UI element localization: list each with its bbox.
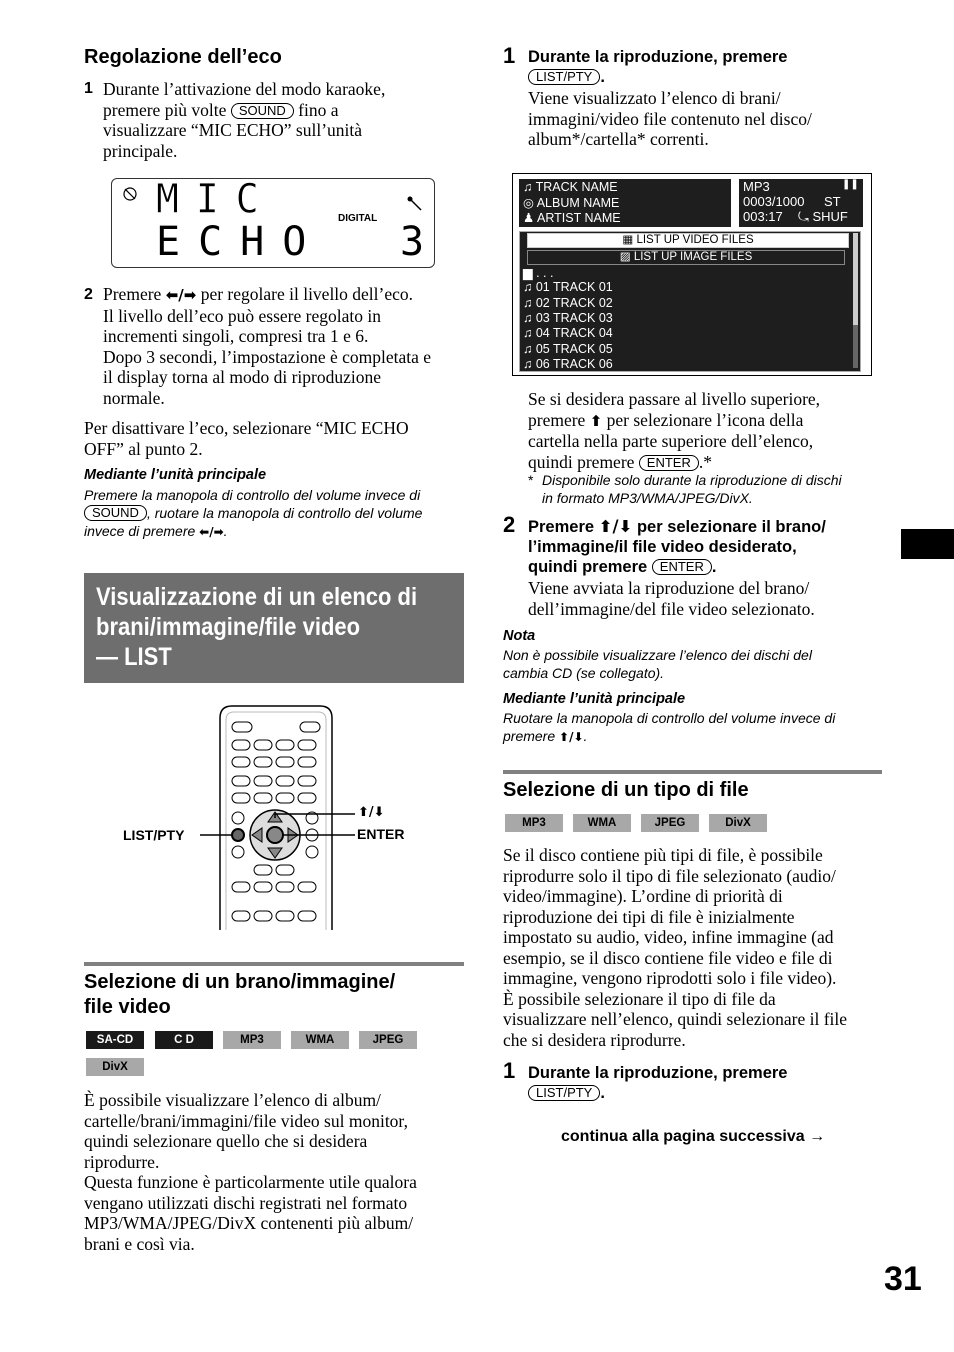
step-number: 1 [503, 43, 516, 68]
track-item[interactable]: ♫ 04 TRACK 04 [523, 326, 613, 340]
left-right-arrow-icon: ⬅/➡ [165, 286, 197, 304]
mic-icon [408, 197, 422, 211]
image-icon: ▨ [619, 251, 631, 263]
badge-mp3: MP3 [223, 1031, 281, 1049]
info-row: ♫ TRACK NAME [523, 180, 618, 194]
list-screen [512, 173, 872, 376]
pause-icon: ❚❚ [842, 179, 859, 190]
parent-folder[interactable]: ▆ . . . [523, 266, 554, 280]
info-row: ♟ ARTIST NAME [523, 211, 621, 225]
page-number: 31 [884, 1260, 922, 1298]
continue-note: continua alla pagina successiva → [561, 1128, 826, 1145]
shuffle-icon: ⤿ [798, 209, 809, 224]
sound-key: SOUND [231, 103, 294, 119]
sound-key: SOUND [84, 505, 147, 521]
track-item[interactable]: ♫ 03 TRACK 03 [523, 311, 613, 325]
stereo-label: ST [824, 194, 841, 209]
up-down-arrow-icon: ⬆/⬇ [559, 730, 584, 744]
section-title-eco: Regolazione dell’eco [84, 46, 282, 68]
remote-label-up-down: ⬆/⬇ [358, 805, 385, 820]
film-icon: ▦ [622, 234, 634, 246]
note-icon: ♫ [523, 311, 533, 325]
step-number: 1 [84, 80, 93, 97]
note-icon: ♫ [523, 280, 533, 294]
list-pty-key: LIST/PTY [528, 69, 600, 85]
step3-title: Durante la riproduzione, premere LIST/PTY . [528, 1064, 788, 1102]
lcd-line-2: ECHO [156, 219, 325, 265]
up-down-arrow-icon: ⬆/⬇ [598, 517, 633, 536]
badge-divx: DivX [86, 1058, 144, 1076]
remote-label-list-pty: LIST/PTY [123, 827, 185, 843]
step1-text: Durante l’attivazione del modo karaoke, premere più volte SOUND fino a visualizzare “MIC ECHO” sull’unità principale. [103, 79, 386, 161]
enter-key: ENTER [639, 455, 699, 471]
unit-note-title: Mediante l’unità principale [84, 467, 267, 483]
list-pty-key: LIST/PTY [528, 1085, 600, 1101]
track-item[interactable]: ♫ 05 TRACK 05 [523, 342, 613, 356]
enter-key: ENTER [652, 559, 712, 575]
select-body: È possibile visualizzare l’elenco di album/ cartelle/brani/immagini/file video sul monitor, quindi selezionare quello che si desidera riprodurre. Questa funzione è particolarmente utile qualora vengano utilizzati dischi registrati nel formato MP3/WMA/JPEG/DivX contenenti più album/ brani e così via. [84, 1090, 417, 1254]
section-title-select: Selezione di un brano/immagine/ file video [84, 971, 396, 1018]
badge-mp3: MP3 [505, 814, 563, 832]
badge-jpeg: JPEG [359, 1031, 417, 1049]
unit-note-text: Ruotare la manopola di controllo del volume invece di premere ⬆/⬇. [503, 710, 836, 744]
badge-divx: DivX [709, 814, 767, 832]
right-arrow-icon: → [809, 1128, 826, 1145]
step-number: 1 [503, 1058, 516, 1083]
badge-wma: WMA [291, 1031, 349, 1049]
down-arrow-icon: ⬇ [373, 805, 385, 820]
note-icon: ♫ [523, 342, 533, 356]
unit-note-text: Premere la manopola di controllo del volume invece di SOUND , ruotare la manopola di controllo del volume invece di premere ⬅/➡. [84, 487, 423, 539]
badge-cd: C D [155, 1031, 213, 1049]
step2-text: Premere ⬅/➡ per regolare il livello dell’eco. Il livello dell’eco può essere regolato in incrementi singoli, compresi tra 1 e 6. Dopo 3 secondi, l’impostazione è completata e il display torna al modo di riproduzione normale. [103, 284, 432, 408]
track-item[interactable]: ♫ 06 TRACK 06 [523, 357, 613, 371]
nota-title: Nota [503, 628, 536, 644]
step2-title: Premere ⬆/⬇ per selezionare il brano/ l’immagine/il file video desiderato, quindi premere ENTER . [528, 517, 826, 576]
disc-icon [124, 188, 136, 200]
step2-body: Viene avviata la riproduzione del brano/ dell’immagine/del file video selezionato. [528, 578, 815, 619]
info-row: ◎ ALBUM NAME [523, 196, 620, 210]
section-rule [503, 770, 882, 774]
banner-line: Visualizzazione di un elenco di [96, 583, 418, 611]
banner-line: — LIST [96, 643, 172, 671]
note-icon: ♫ [523, 357, 533, 371]
mic-echo-off-text: Per disattivare l’eco, selezionare “MIC ECHO OFF” al punto 2. [84, 418, 409, 459]
list-up-image[interactable]: ▨ LIST UP IMAGE FILES [527, 250, 845, 265]
footnote: * Disponibile solo durante la riproduzione di dischi in formato MP3/WMA/JPEG/DivX. [528, 472, 842, 506]
up-arrow-icon: ⬆ [358, 805, 369, 820]
unit-note-title: Mediante l’unità principale [503, 691, 686, 707]
step-number: 2 [503, 512, 516, 537]
badge-sacd: SA-CD [86, 1031, 144, 1049]
disc-icon: ◎ [523, 196, 534, 210]
remote-label-enter: ENTER [357, 826, 405, 842]
badge-jpeg: JPEG [641, 814, 699, 832]
remote-illustration [100, 700, 460, 935]
section-banner [84, 573, 464, 683]
shuffle: ⤿ SHUF [798, 209, 848, 224]
up-arrow-icon: ⬆ [589, 411, 603, 430]
banner-line: brani/immagine/file video [96, 613, 361, 641]
step-number: 2 [84, 286, 93, 303]
note-icon: ♫ [523, 326, 533, 340]
counter: 0003/1000 [743, 194, 805, 209]
track-item[interactable]: ♫ 01 TRACK 01 [523, 280, 613, 294]
track-item[interactable]: ♫ 02 TRACK 02 [523, 296, 613, 310]
side-tab-marker [901, 529, 954, 559]
upper-level-text: Se si desidera passare al livello superiore, premere ⬆ per selezionare l’icona della cartella nella parte superiore dell’elenco, quindi premere ENTER .* [528, 389, 821, 472]
lcd-display [111, 175, 435, 268]
list-up-video[interactable]: ▦ LIST UP VIDEO FILES [527, 233, 849, 248]
time: 003:17 [743, 209, 783, 224]
section-rule [84, 962, 464, 966]
note-icon: ♫ [523, 180, 533, 194]
section-title-type: Selezione di un tipo di file [503, 779, 749, 801]
note-icon: ♫ [523, 296, 533, 310]
left-right-arrow-icon: ⬅/➡ [199, 525, 224, 539]
step1-title: Durante la riproduzione, premere LIST/PTY . [528, 48, 788, 86]
lcd-line-1: MIC [156, 175, 276, 223]
person-icon: ♟ [523, 211, 535, 225]
type-body: Se il disco contiene più tipi di file, è possibile riprodurre solo il tipo di file selezionato (audio/ video/immagine). L’ordine di priorità di riproduzione dei tipi di file è inizialmente impostato su audio, video, infine immagine (ad esempio, se il disco contiene file video e file di immagine, vengono riprodotti solo i file video). È possibile selezionare il tipo di file da visualizzare nell’elenco, quindi selezionare il file che si desidera riprodurre. [503, 845, 848, 1050]
badge-wma: WMA [573, 814, 631, 832]
lcd-value: 3 [400, 219, 425, 265]
nota-text: Non è possibile visualizzare l’elenco dei dischi del cambia CD (se collegato). [503, 647, 812, 681]
format-label: MP3 [743, 179, 770, 194]
step1-body: Viene visualizzato l’elenco di brani/ immagini/video file contenuto nel disco/ album*/cartella* correnti. [528, 88, 812, 149]
folder-icon: ▆ [523, 266, 533, 280]
digital-label: DIGITAL [338, 213, 378, 224]
